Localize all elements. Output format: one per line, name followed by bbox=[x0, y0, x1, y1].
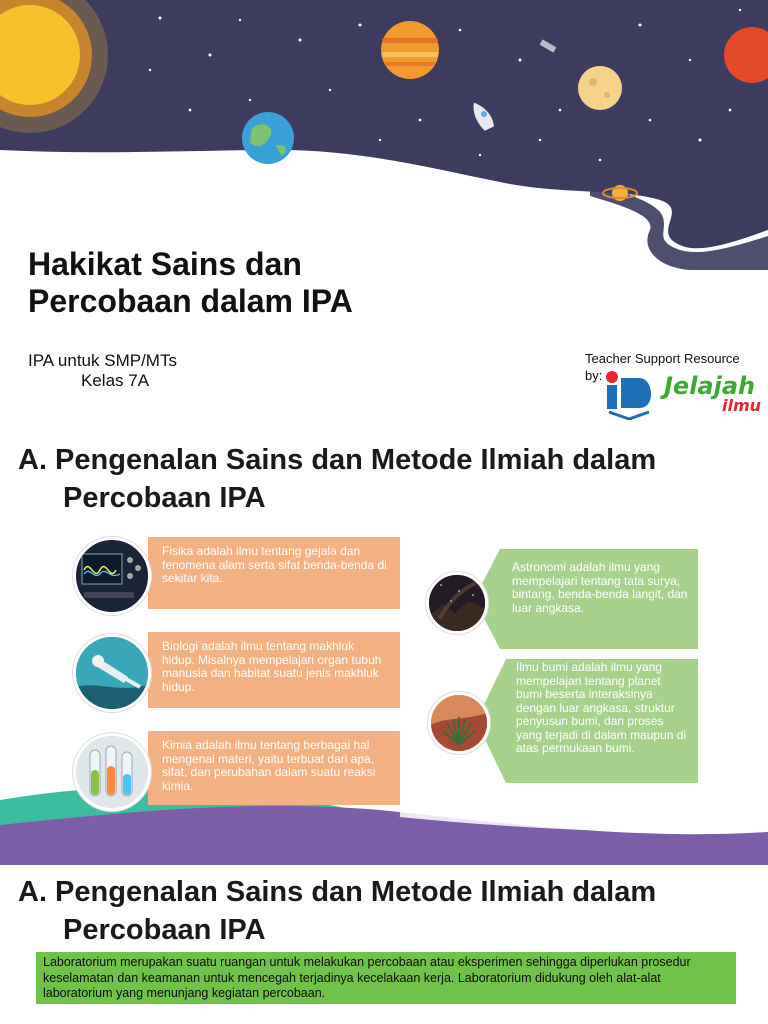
cover-title-line1: Hakikat Sains dan bbox=[28, 246, 302, 282]
card-astronomi: Astronomi adalah ilmu yang mempelajari tentang tata surya, bintang, benda-benda langit, dan luar angkasa. bbox=[512, 560, 688, 615]
oscilloscope-icon bbox=[73, 537, 151, 615]
section1-heading-line2: Percobaan IPA bbox=[63, 482, 266, 514]
teacher-support-by: by: bbox=[585, 368, 603, 383]
card-ilmu-bumi: Ilmu bumi adalah ilmu yang mempelajari tentang planet bumi beserta interaksinya dengan luar angkasa, struktur penyusun bumi, dan proses yang terjadi di dalam maupun di atas permukaan bumi. bbox=[516, 660, 687, 755]
cover-subtitle: IPA untuk SMP/MTs bbox=[28, 351, 177, 370]
night-sky-icon bbox=[426, 572, 488, 634]
card-biologi: Biologi adalah ilmu tentang makhluk hidup. Misalnya mempelajari organ tubuh manusia dan habitat suatu jenis makhluk hidup. bbox=[148, 632, 400, 708]
section1-heading-line1: A. Pengenalan Sains dan Metode Ilmiah dalam bbox=[18, 444, 657, 476]
underwater-icon bbox=[73, 634, 151, 712]
cover-title bbox=[28, 246, 448, 320]
logo-ilmu-text: ilmu bbox=[722, 396, 762, 415]
section2-heading-line1: A. Pengenalan Sains dan Metode Ilmiah dalam bbox=[18, 876, 657, 908]
cover-title-line2: Percobaan dalam IPA bbox=[28, 283, 353, 319]
card-fisika: Fisika adalah ilmu tentang gejala dan fenomena alam serta sifat benda-benda di sekitar kita. bbox=[148, 537, 400, 609]
cover-class: Kelas 7A bbox=[81, 371, 150, 390]
desert-plant-icon bbox=[428, 692, 490, 754]
card-kimia: Kimia adalah ilmu tentang berbagai hal mengenai materi, yaitu terbuat dari apa, sifat, dan perubahan dalam suatu reaksi kimia. bbox=[148, 731, 400, 805]
teacher-support-label: Teacher Support Resource bbox=[585, 351, 740, 366]
jelajah-ilmu-logo bbox=[664, 372, 768, 417]
space-banner bbox=[0, 0, 768, 270]
publisher-logo bbox=[605, 370, 653, 420]
logo-jelajah-text: Jelajah bbox=[664, 372, 756, 400]
section2-heading bbox=[18, 873, 758, 949]
section2-heading-line2: Percobaan IPA bbox=[63, 914, 266, 946]
section1-heading bbox=[18, 441, 758, 517]
laboratory-note: Laboratorium merupakan suatu ruangan untuk melakukan percobaan atau eksperimen sehingga diperlukan prosedur keselamatan dan keamanan untuk mencegah terjadinya kecelakaan kerja. Laboratorium didukung oleh alat-alat laboratorium yang menunjang kegiatan percobaan. bbox=[36, 952, 736, 1004]
test-tubes-icon bbox=[73, 733, 151, 811]
